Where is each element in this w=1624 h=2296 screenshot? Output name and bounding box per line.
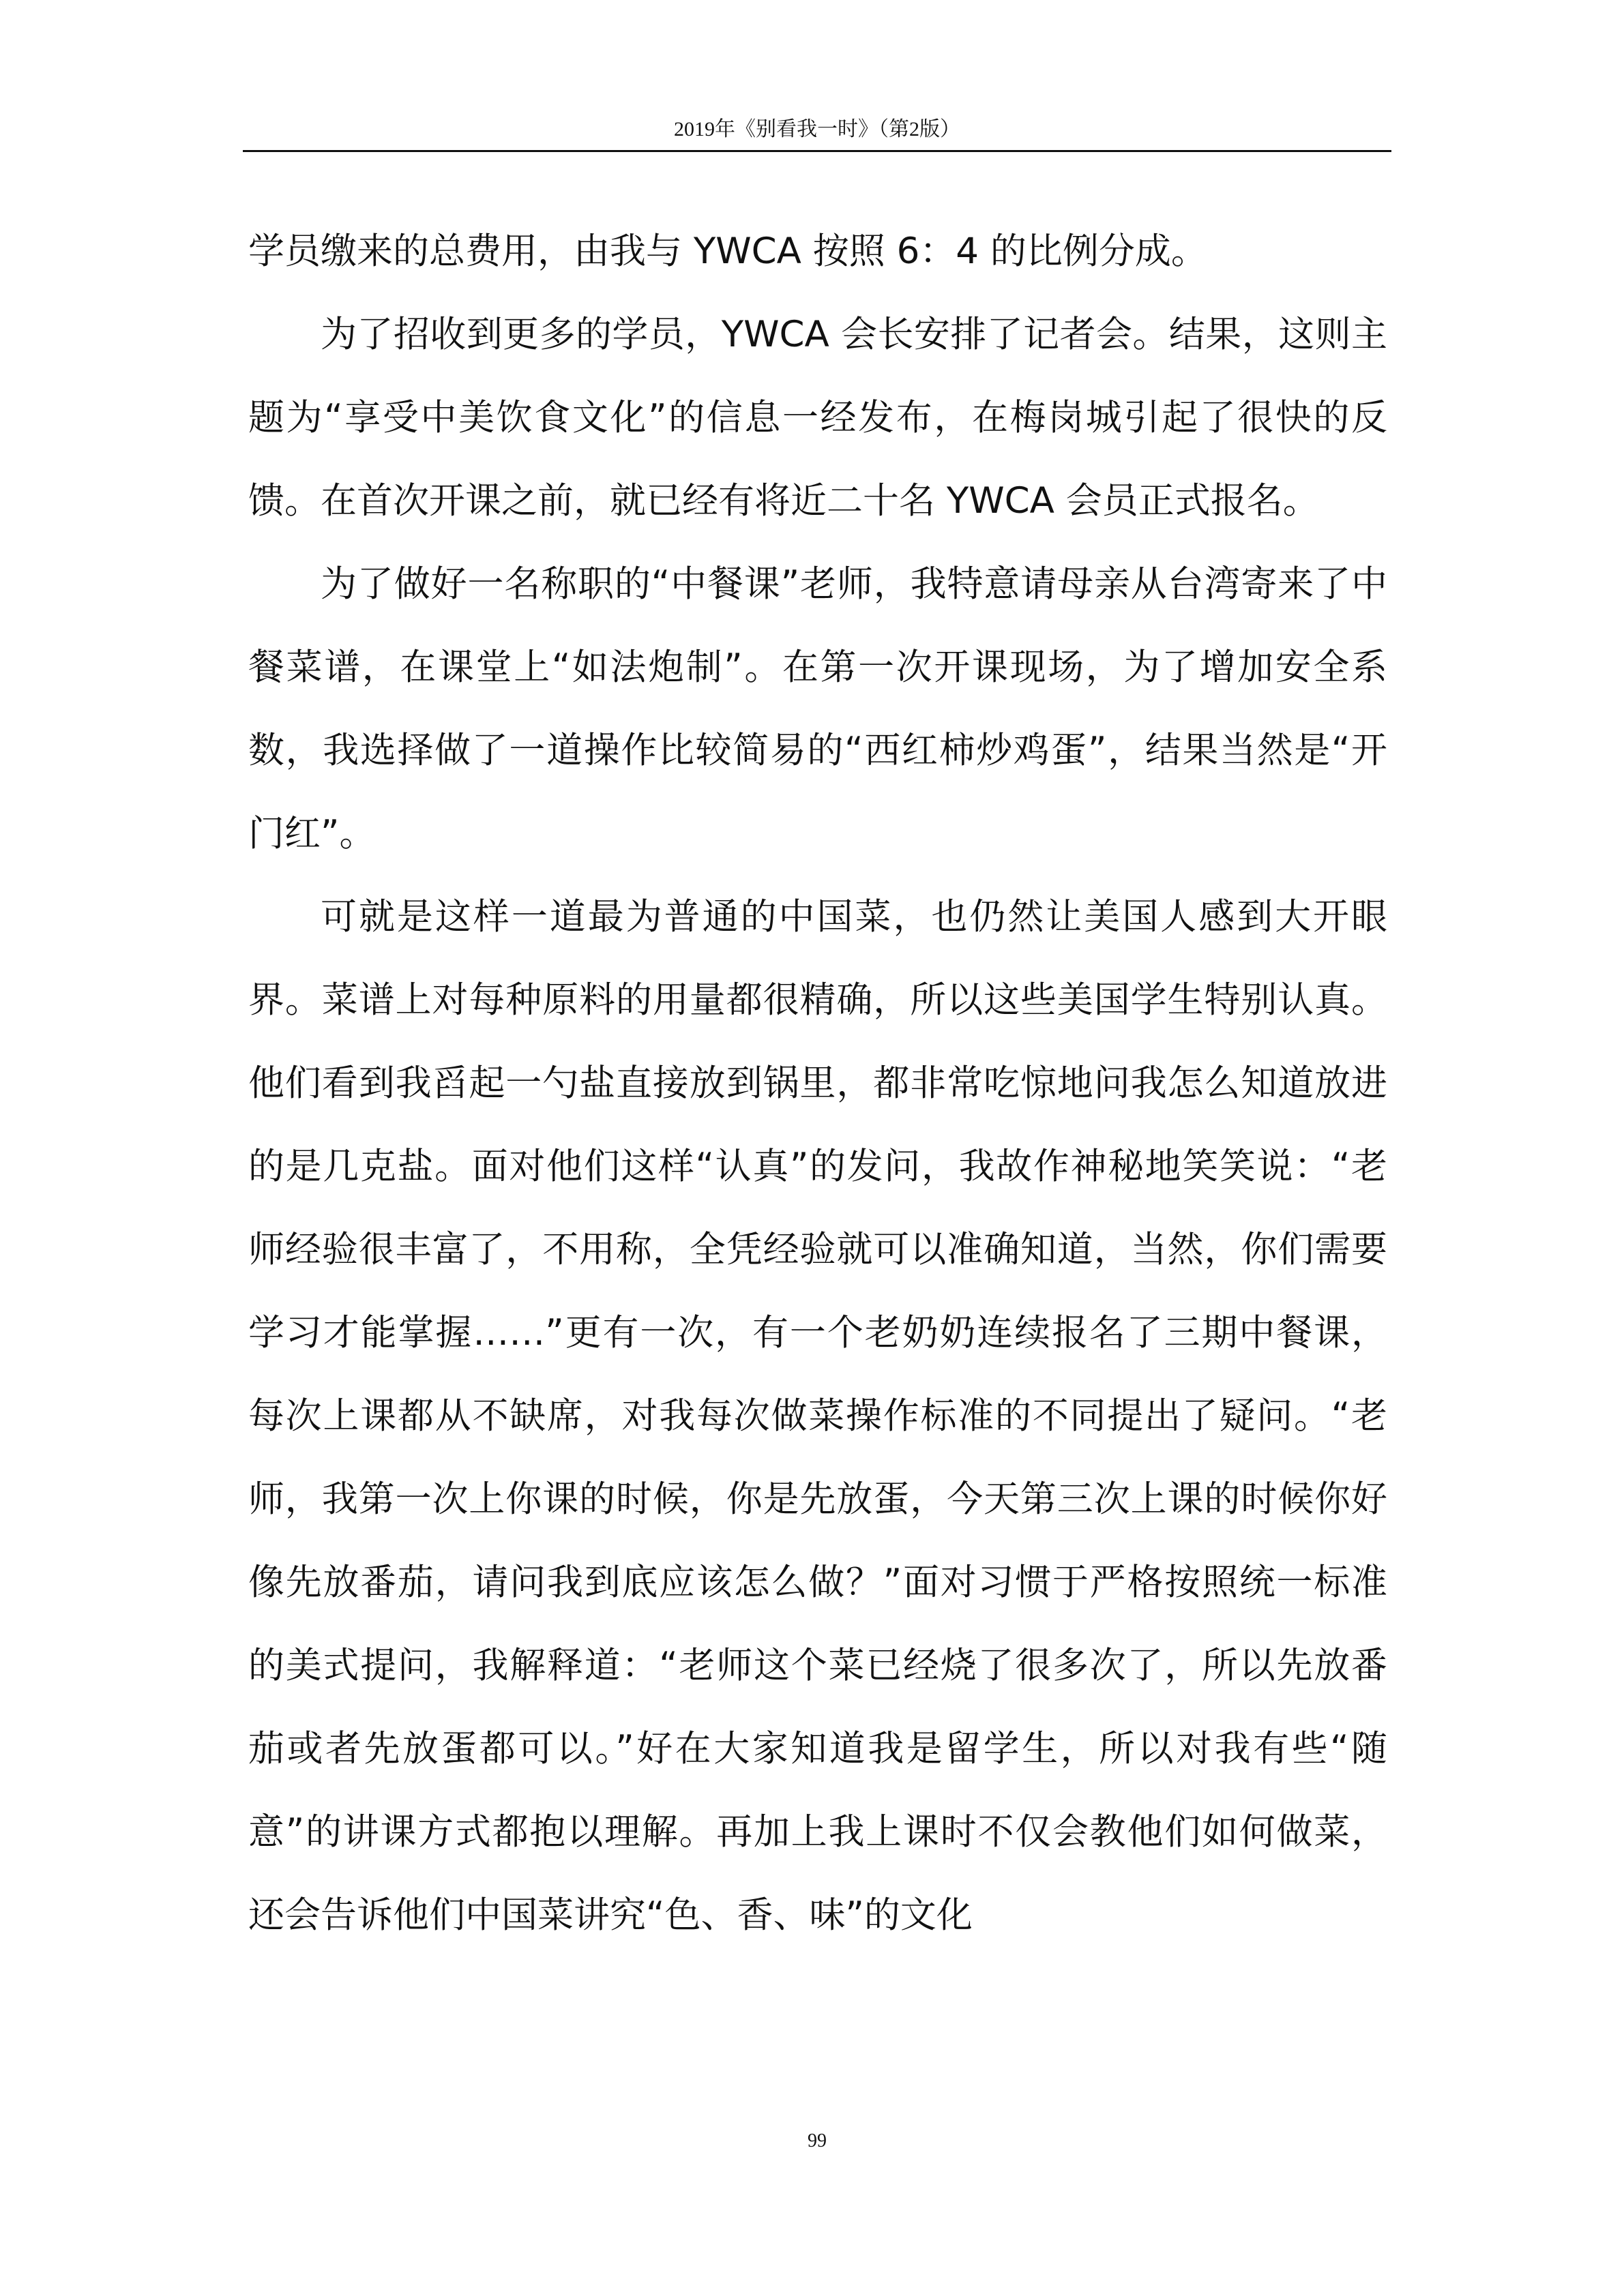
page-header-title: 2019年《别看我一时》（第2版） — [674, 118, 960, 140]
page-number: 99 — [808, 2130, 827, 2151]
paragraph-3: 为了做好一名称职的“中餐课”老师，我特意请母亲从台湾寄来了中餐菜谱，在课堂上“如法炮制”。在第一次开课现场，为了增加安全系数，我选择做了一道操作比较简易的“西红柿炒鸡蛋”，结果当然是“开门红”。 — [248, 563, 1387, 854]
paragraph-2: 为了招收到更多的学员，YWCA 会长安排了记者会。结果，这则主题为“享受中美饮食文化”的信息一经发布，在梅岗城引起了很快的反馈。在首次开课之前，就已经有将近二十名 YWCA 会员正式报名。 — [248, 314, 1387, 522]
paragraph-4: 可就是这样一道最为普通的中国菜，也仍然让美国人感到大开眼界。菜谱上对每种原料的用量都很精确，所以这些美国学生特别认真。他们看到我舀起一勺盐直接放到锅里，都非常吃惊地问我怎么知道放进的是几克盐。面对他们这样“认真”的发问，我故作神秘地笑笑说：“老师经验很丰富了，不用称，全凭经验就可以准确知道，当然，你们需要学习才能掌握……”更有一次，有一个老奶奶连续报名了三期中餐课，每次上课都从不缺席，对我每次做菜操作标准的不同提出了疑问。“老师，我第一次上你课的时候，你是先放蛋，今天第三次上课的时候你好像先放番茄，请问我到底应该怎么做？”面对习惯于严格按照统一标准的美式提问，我解释道：“老师这个菜已经烧了很多次了，所以先放番茄或者先放蛋都可以。”好在大家知道我是留学生，所以对我有些“随意”的讲课方式都抱以理解。再加上我上课时不仅会教他们如何做菜，还会告诉他们中国菜讲究“色、香、味”的文化 — [248, 896, 1387, 1936]
body-text — [248, 210, 1387, 1957]
paragraph-1: 学员缴来的总费用，由我与 YWCA 按照 6：4 的比例分成。 — [248, 230, 1207, 272]
header-divider — [243, 150, 1391, 152]
